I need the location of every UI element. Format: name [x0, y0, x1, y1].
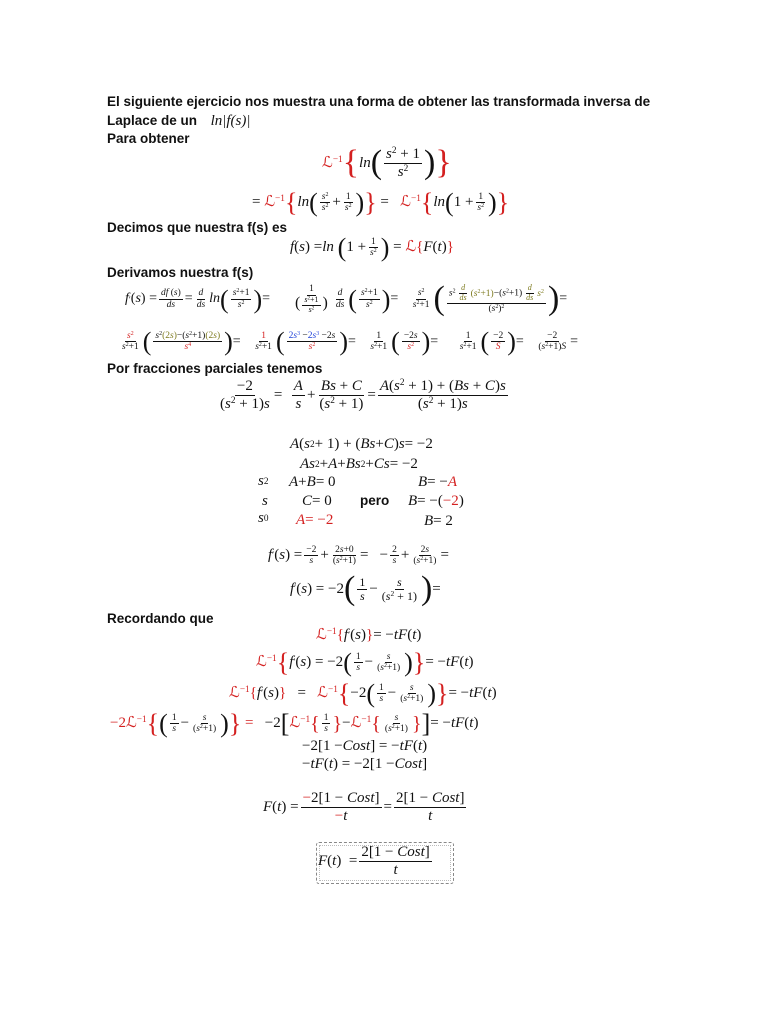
- intro-line-2-math: ln|f(s)|: [210, 113, 251, 129]
- sys-eq-3: A = −2: [296, 512, 334, 528]
- sys-s0-label: s 0: [258, 510, 269, 526]
- para-obtener: Para obtener: [107, 131, 190, 146]
- recordando: Recordando que: [107, 611, 214, 626]
- sys-eq-1: A + B = 0: [289, 474, 336, 490]
- eq-7: A ( s 2 + 1) + ( Bs + C ) s = −2: [290, 436, 433, 452]
- intro-line-2-text: Laplace de un: [107, 113, 198, 128]
- eq-3: f ( s ) = ln ( 1 + $\frac{1}{s^2}$ ) = ℒ{ F ( t ) }: [290, 233, 454, 262]
- decimos: Decimos que nuestra f(s) es: [107, 220, 288, 235]
- eq-9: f ′ ( s ) = $\frac{-2}{s}$ + $\frac{2s+0}{(s^2+1)}$ = − $\frac{2}{s}$ + $\frac{2s}{(s^2+1)}$ =: [268, 545, 449, 567]
- eq-17: F ( t ) = $\frac{\text{−2[1 − Cost]}}{-t}$ = $\frac{\text{2[1 − Cost]}}{t}$: [263, 790, 465, 824]
- sys-s2-label: s 2: [258, 473, 269, 489]
- eq-6: $\frac{-2}{(s^2 + 1)s}$ = $\frac{A}{s}$ + $\frac{Bs + C}{(s^2 + 1)}$ = $\frac{A(s^2 + 1) + (Bs + C)s}{(s^2 + 1)s}$: [220, 377, 506, 412]
- eq-11: ℒ$^{-1}${ f ′ ( s ) } = − tF ( t ): [316, 626, 422, 643]
- eq-2: = ℒ$^{-1}$ { ln ( $\frac{s^2}{s^2}$ + $\frac{1}{s^2}$ ) } = ℒ$^{-1}$ { ln ( 1 + $\frac{1}{s^2}$ ) }: [252, 188, 510, 217]
- eq-12: ℒ$^{-1}$ { f ′ ( s ) = −2 ( $\frac{1}{s}$ − $\frac{s}{(s^2+1)}$ ) } = − tF ( t ): [256, 648, 474, 677]
- sys-eq-2: C = 0: [302, 493, 332, 509]
- eq-1: ℒ$^{-1}$ { ln ( $\frac{s^2 + 1}{s^2}$ ) }: [322, 143, 452, 181]
- sys-b-3: B = 2: [424, 513, 453, 529]
- eq-13: ℒ$^{-1}${ f ′ ( s ) } = ℒ$^{-1}$ { −2 ( $\frac{1}{s}$ − $\frac{s}{(s^2+1)}$ ) } = − tF ( t ): [229, 679, 497, 708]
- eq-4: f ′ ( s ) = $\frac{df (s)}{ds}$ = $\frac{d}{ds}$ ln ( $\frac{s^2+1}{s^2}$ ) = 1 ( $\frac{s^2+1}{s^2}$ ) $\frac{d}{ds}$ ( $\frac{s^2+1}{s^2}$ ) = $\frac{s^2}{s^2+1}$ ( $s^2$ $\frac{d}{ds}$ $(s^2+1)-(s^2+1)$ $\frac{d}{ds}$ $s^2$ $(s^2)^2$ ) =: [125, 280, 568, 317]
- eq-10: f ′ ( s ) = −2 ( $\frac{1}{s}$ − $\frac{s}{(s^2 + 1)}$ ) =: [290, 570, 441, 607]
- eq-15: −2[1 − Cost ] = − tF ( t ): [302, 738, 428, 754]
- intro-line-2: [107, 113, 250, 130]
- derivamos: Derivamos nuestra f(s): [107, 265, 254, 280]
- sys-b-2: B = −( −2 ): [408, 493, 464, 509]
- eq-14: −2ℒ$^{-1}$ { ( $\frac{1}{s}$ − $\frac{s}{(s^2+1)}$ ) } = −2 [ ℒ$^{-1}$ { $\frac{1}{s}$ } − ℒ$^{-1}$ { $\frac{s}{(s^2+1)}$ } ] = − tF ( t ): [110, 709, 479, 738]
- eq-8: As 2 + A + Bs 2 + Cs = −2: [300, 456, 418, 472]
- sys-b-1: B = − A: [418, 474, 458, 490]
- fracciones: Por fracciones parciales tenemos: [107, 361, 323, 376]
- intro-line-1: El siguiente ejercicio nos muestra una forma de obtener las transformada inversa de: [107, 94, 651, 109]
- pero-label: pero: [360, 493, 390, 508]
- eq-16: − tF ( t ) = −2[1 − Cost ]: [302, 756, 428, 772]
- eq-5: $\frac{s^2}{s^2+1}$ ( $\frac{s^2(2s)-(s^2+1)(2s)}{s^4}$ ) = $\frac{1}{s^2+1}$ ( $\frac{2s^3 -2s^3 -2s}{s^2}$ ) = $\frac{1}{s^2+1}$ ( $\frac{-2s}{s^2}$ ) = $\frac{1}{s^2+1}$ ( $\frac{-2}{S}$ ) = $\frac{-2}{(s^2+1)S}$ =: [122, 327, 579, 356]
- sys-s-label: s: [262, 493, 268, 509]
- eq-final: F ( t ) = $\frac{\text{2[1 − Cost]}}{t}$: [318, 844, 430, 878]
